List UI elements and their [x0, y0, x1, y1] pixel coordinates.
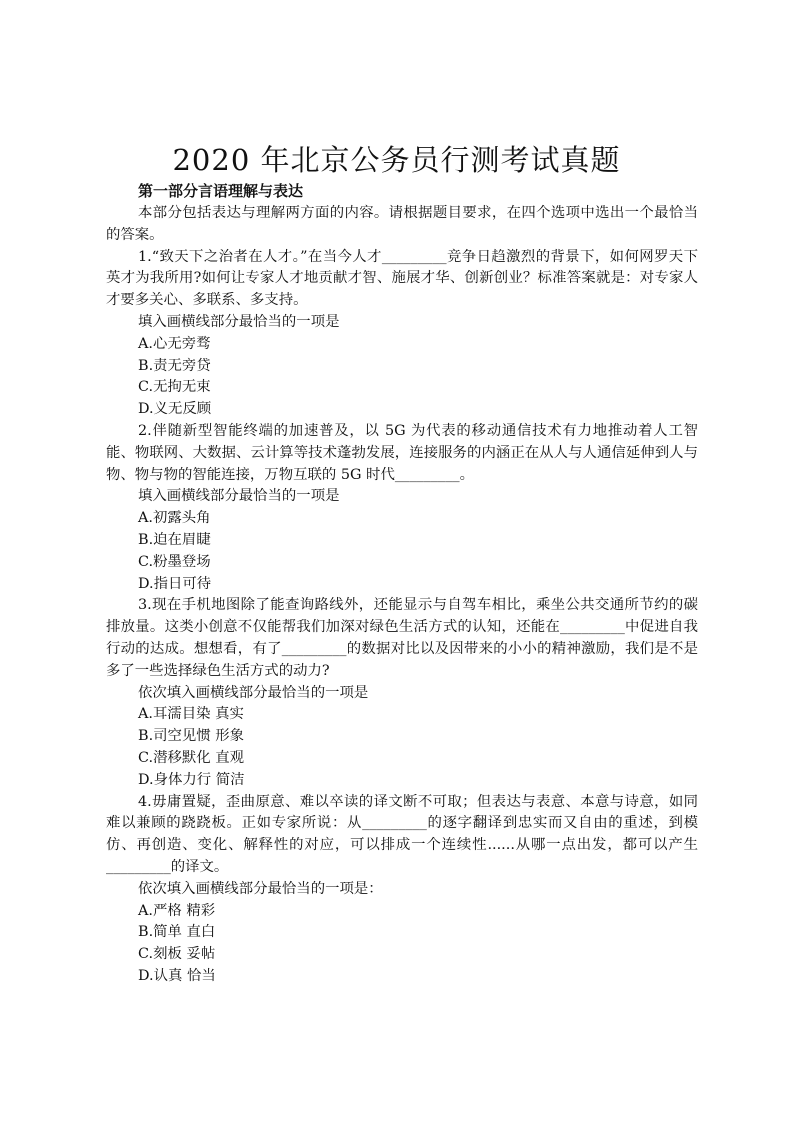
question-stem: 3.现在手机地图除了能查询路线外，还能显示与自驾车相比，乘坐公共交通所节约的碳排放量。这类小创意不仅能帮我们加深对绿色生活方式的认知，还能在_________中促进自我行动的达成。想想看，有了_________的数据对比以及因带来的小小的精神激励，我们是不是多了一些选择绿色生活方式的动力? [106, 597, 698, 679]
question-3 [106, 595, 698, 791]
option-a: A.心无旁骛 [138, 335, 211, 352]
question-prompt: 依次填入画横线部分最恰当的一项是： [138, 880, 383, 897]
option-b: B.简单 直白 [138, 924, 216, 941]
question-stem: 4.毋庸置疑，歪曲原意、难以卒读的译文断不可取；但表达与表意、本意与诗意，如同难以兼顾的跷跷板。正如专家所说：从_________的逐字翻译到忠实而又自由的重述，到模仿、再创造、变化、解释性的对应，可以排成一个连续性......从哪一点出发，都可以产生_________的译文。 [106, 793, 698, 875]
option-d: D.身体力行 简洁 [138, 771, 245, 788]
option-c: C.刻板 妥帖 [138, 946, 216, 963]
option-b: B.责无旁贷 [138, 357, 211, 374]
intro-paragraph: 本部分包括表达与理解两方面的内容。请根据题目要求，在四个选项中选出一个最恰当的答案。 [106, 205, 698, 243]
option-b: B.迫在眉睫 [138, 531, 211, 548]
question-stem: 1.“致天下之治者在人才。”在当今人才_________竞争日趋激烈的背景下，如何网罗天下英才为我所用?如何让专家人才地贡献才智、施展才华、创新创业？标准答案就是：对专家人才要多关心、多联系、多支持。 [106, 248, 698, 309]
option-c: C.潜移默化 直观 [138, 749, 244, 766]
question-prompt: 填入画横线部分最恰当的一项是 [138, 488, 340, 505]
option-d: D.指日可待 [138, 575, 212, 592]
question-prompt: 依次填入画横线部分最恰当的一项是 [138, 684, 369, 701]
option-b: B.司空见惯 形象 [138, 728, 245, 745]
option-a: A.初露头角 [138, 510, 211, 527]
question-prompt: 填入画横线部分最恰当的一项是 [138, 313, 340, 330]
section-title: 第一部分言语理解与表达 [138, 182, 304, 200]
question-1 [106, 247, 698, 421]
option-c: C.粉墨登场 [138, 553, 211, 570]
option-d: D.认真 恰当 [138, 967, 216, 984]
question-2 [106, 421, 698, 595]
option-d: D.义无反顾 [138, 401, 212, 418]
question-stem: 2.伴随新型智能终端的加速普及，以 5G 为代表的移动通信技术有力地推动着人工智能、物联网、大数据、云计算等技术蓬勃发展，连接服务的内涵正在从人与人通信延伸到人与物、物与物的智能连接，万物互联的 5G 时代_________。 [106, 422, 698, 483]
document-body [106, 203, 698, 988]
page-title: 2020 年北京公务员行测考试真题 [172, 143, 621, 177]
option-a: A.严格 精彩 [138, 902, 216, 919]
question-4 [106, 792, 698, 988]
option-a: A.耳濡目染 真实 [138, 706, 244, 723]
option-c: C.无拘无束 [138, 379, 211, 396]
